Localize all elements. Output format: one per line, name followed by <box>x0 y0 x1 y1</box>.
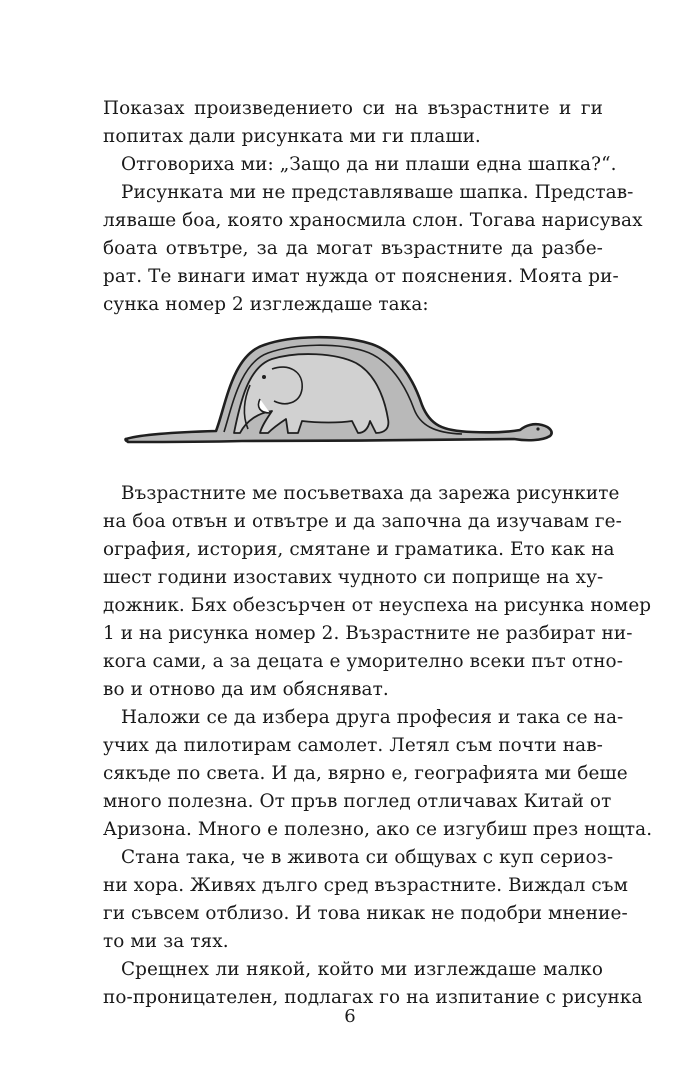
text-line: Аризона. Много е полезно, ако се изгубиш през нощта. <box>103 819 653 840</box>
text-line: шест години изоставих чудното си поприще на ху- <box>103 567 604 588</box>
text-line: дожник. Бях обезсърчен от неуспеха на рисунка номер <box>103 595 652 616</box>
text-line: много полезна. От пръв поглед отличавах Китай от <box>103 791 612 812</box>
text-line: Показах произведението си на възрастните и ги <box>103 98 603 119</box>
text-line: то ми за тях. <box>103 931 229 952</box>
text-line: попитах дали рисунката ми ги плаши. <box>103 126 481 147</box>
text-line: во и отново да им обясняват. <box>103 679 389 700</box>
text-line: Наложи се да избера друга професия и така се на- <box>121 707 624 728</box>
text-line: учих да пилотирам самолет. Летял съм почти нав- <box>103 735 603 756</box>
text-line: ография, история, смятане и граматика. Ето как на <box>103 539 615 560</box>
text-line: сунка номер 2 изглеждаше така: <box>103 294 429 315</box>
text-block-bottom <box>103 480 653 1012</box>
text-line: рат. Те винаги имат нужда от пояснения. Моята ри- <box>103 266 619 287</box>
text-line: Стана така, че в живота си общувах с куп сериоз- <box>121 847 614 868</box>
text-line: 1 и на рисунка номер 2. Възрастните не разбират ни- <box>103 623 633 644</box>
text-line: по-проницателен, подлагах го на изпитание с рисунка <box>103 987 643 1008</box>
text-line: сякъде по света. И да, вярно е, географията ми беше <box>103 763 628 784</box>
text-line: Рисунката ми не представляваше шапка. Представ- <box>121 182 634 203</box>
text-line: Възрастните ме посъветваха да зарежа рисунките <box>121 483 620 504</box>
text-line: ги съвсем отблизо. И това никак не подобри мнение- <box>103 903 628 924</box>
text-line: ни хора. Живях дълго сред възрастните. Виждал съм <box>103 875 628 896</box>
text-line: Срещнех ли някой, който ми изглеждаше малко <box>121 959 603 980</box>
text-block-top <box>103 95 643 319</box>
text-line: кога сами, а за децата е уморително всеки път отно- <box>103 651 624 672</box>
text-line: ляваше боа, която храносмила слон. Тогава нарисувах <box>103 210 643 231</box>
boa-digesting-elephant-drawing <box>122 333 562 449</box>
page-number: 6 <box>344 1006 356 1027</box>
text-line: боата отвътре, за да могат възрастните да разбе- <box>103 238 603 259</box>
text-line: Отговориха ми: „Защо да ни плаши една шапка?“. <box>121 154 617 175</box>
text-line: на боа отвън и отвътре и да започна да изучавам ге- <box>103 511 622 532</box>
